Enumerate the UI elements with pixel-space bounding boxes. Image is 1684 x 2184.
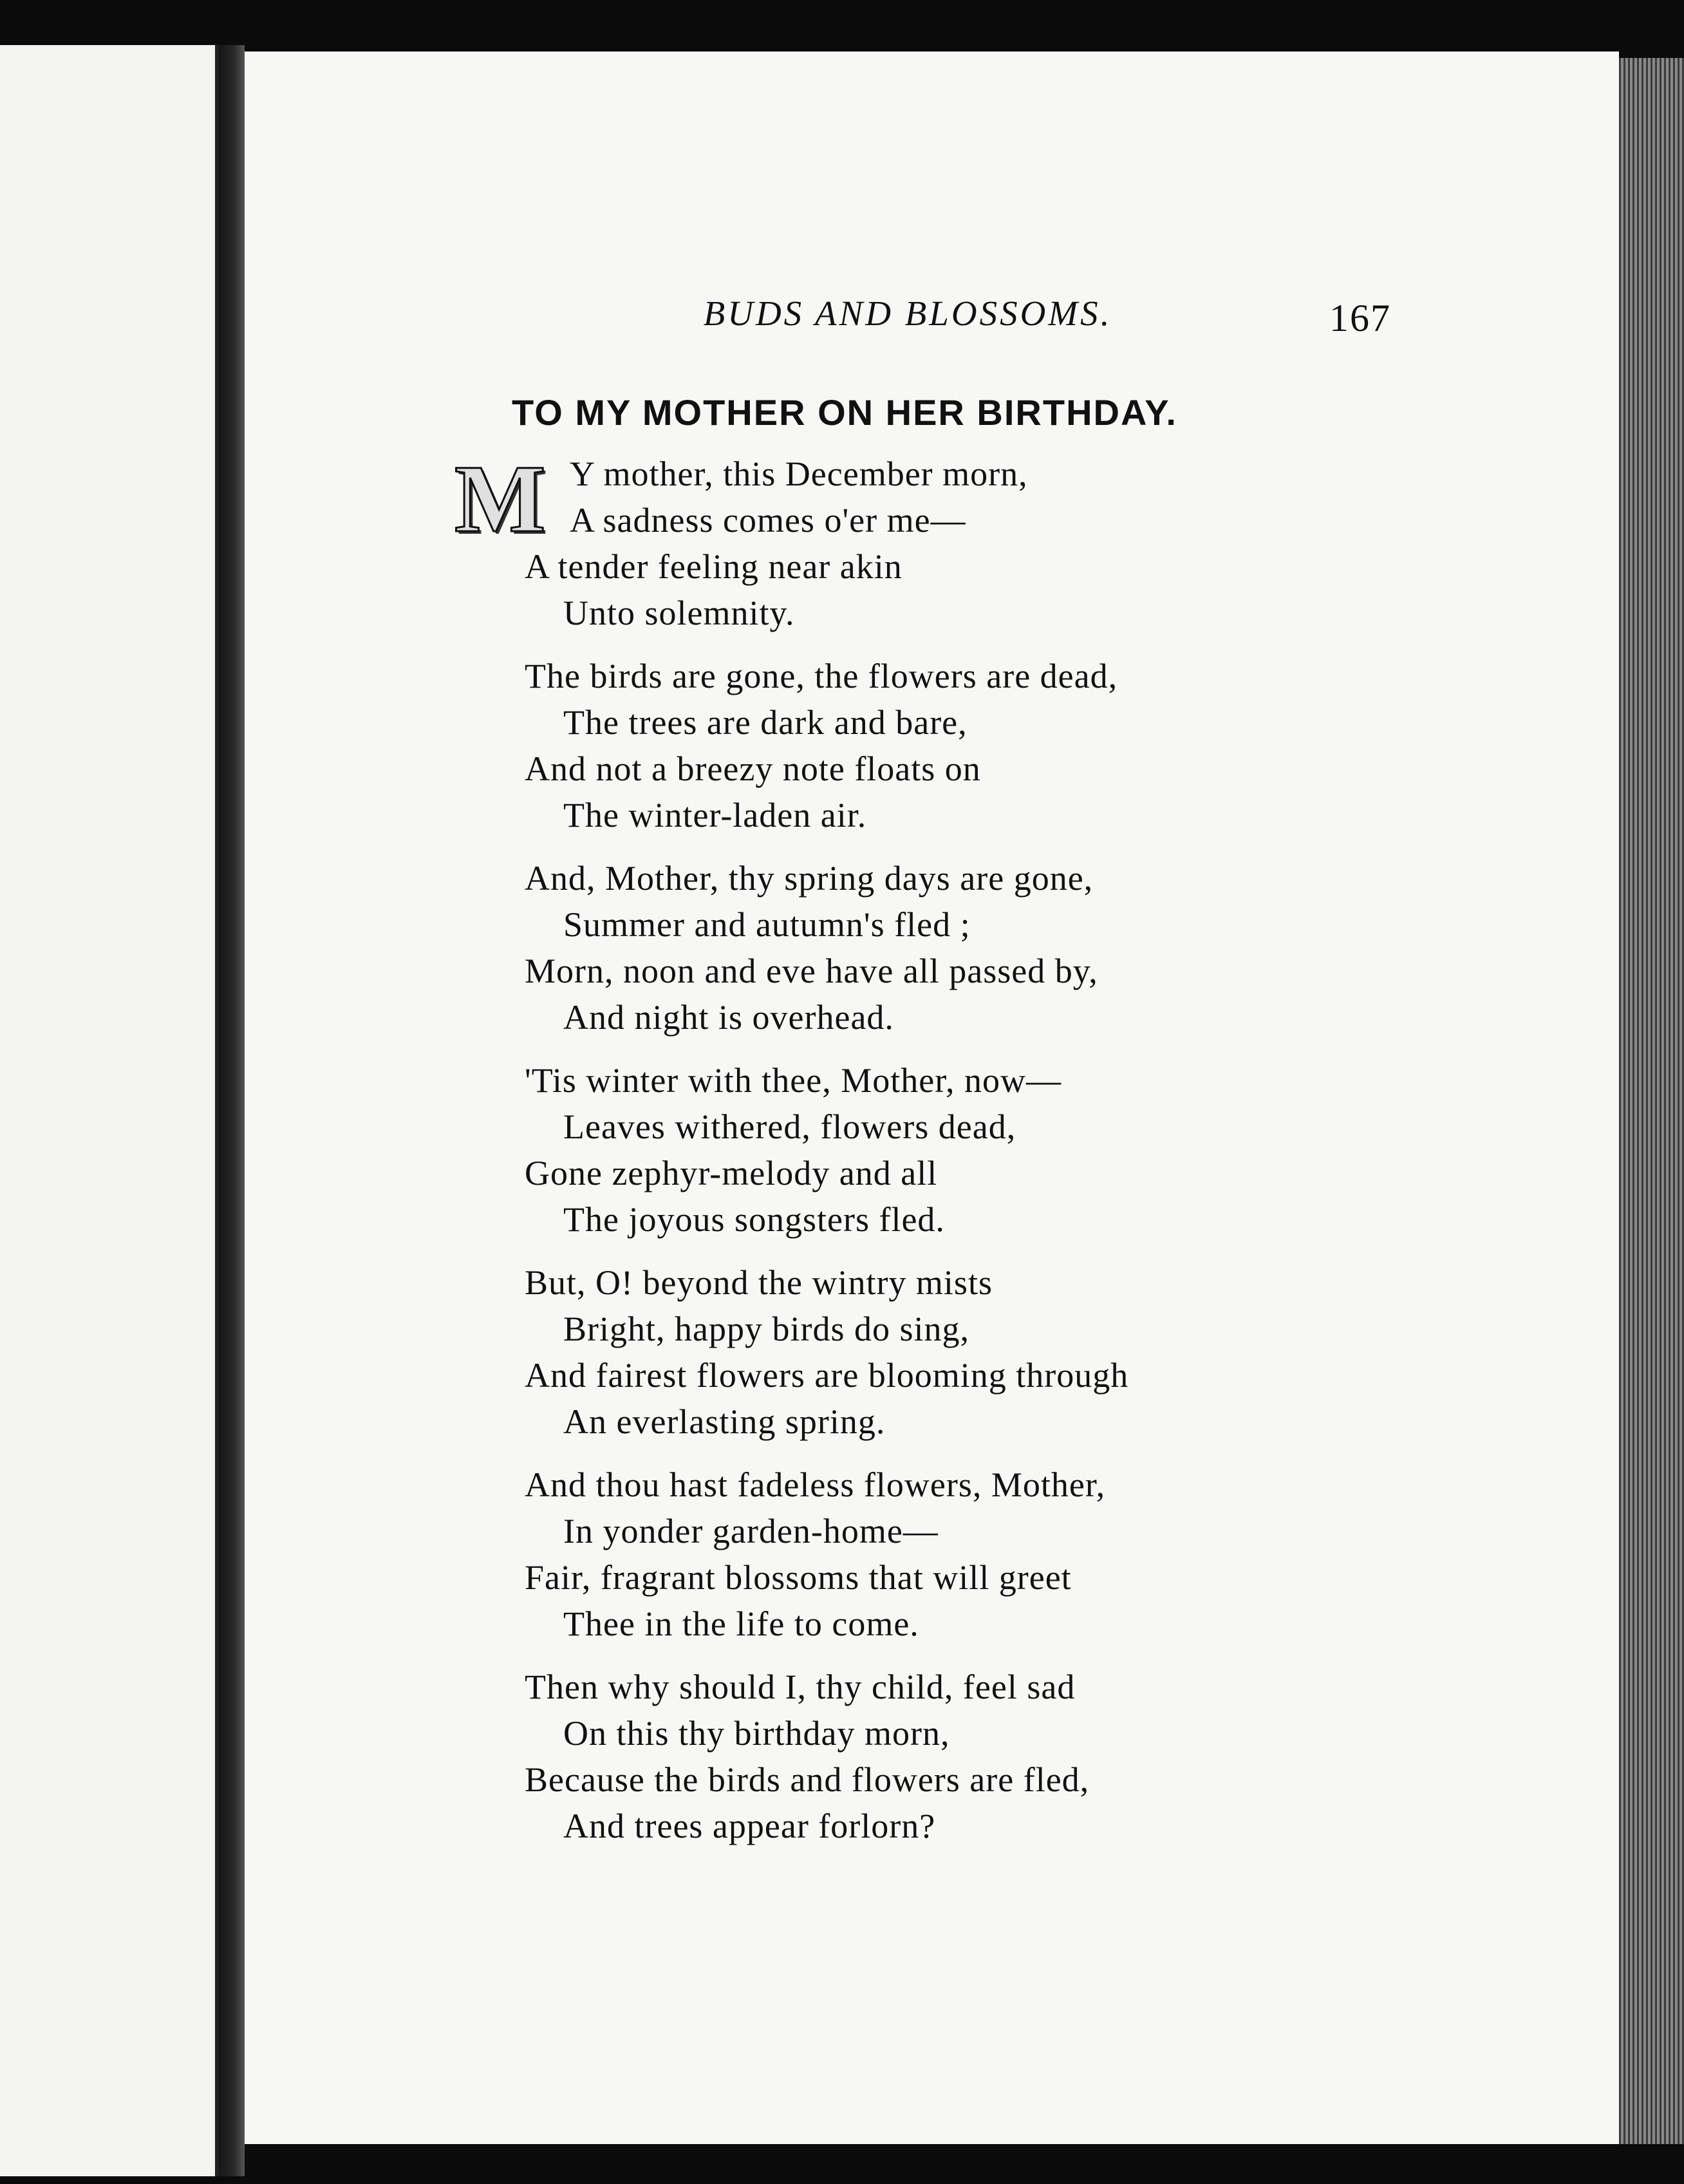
page-stack-edges bbox=[1619, 58, 1684, 2144]
poem-line: Gone zephyr-melody and all bbox=[525, 1154, 938, 1192]
poem-line: The joyous songsters fled. bbox=[563, 1200, 945, 1239]
drop-cap-letter: M bbox=[454, 446, 546, 552]
poem-line: Because the birds and flowers are fled, bbox=[525, 1760, 1090, 1799]
poem-line: Morn, noon and eve have all passed by, bbox=[525, 952, 1098, 990]
poem-body bbox=[525, 451, 1329, 1866]
stanza-3 bbox=[525, 855, 1329, 1040]
poem-line: Leaves withered, flowers dead, bbox=[563, 1107, 1016, 1146]
poem-line: Summer and autumn's fled ; bbox=[563, 905, 971, 944]
stanza-1 bbox=[525, 451, 1329, 636]
stanza-4 bbox=[525, 1057, 1329, 1243]
poem-line: In yonder garden-home— bbox=[563, 1512, 939, 1550]
poem-line: Then why should I, thy child, feel sad bbox=[525, 1668, 1076, 1706]
poem-line: An everlasting spring. bbox=[563, 1402, 886, 1441]
poem-line: 'Tis winter with thee, Mother, now— bbox=[525, 1061, 1062, 1100]
poem-line: And not a breezy note floats on bbox=[525, 749, 981, 788]
poem-line: And night is overhead. bbox=[563, 998, 894, 1037]
poem-line: A sadness comes o'er me— bbox=[570, 501, 966, 540]
poem-line: And fairest flowers are blooming through bbox=[525, 1356, 1129, 1395]
poem-line: Thee in the life to come. bbox=[563, 1605, 919, 1643]
poem-line: And thou hast fadeless flowers, Mother, bbox=[525, 1465, 1106, 1504]
poem-line: Unto solemnity. bbox=[563, 594, 795, 632]
stanza-2 bbox=[525, 653, 1329, 838]
poem-line: The trees are dark and bare, bbox=[563, 703, 968, 742]
poem-title: TO MY MOTHER ON HER BIRTHDAY. bbox=[512, 392, 1177, 433]
book-gutter bbox=[219, 45, 245, 2176]
stanza-6 bbox=[525, 1462, 1329, 1647]
poem-line: A tender feeling near akin bbox=[525, 547, 903, 586]
poem-line: Bright, happy birds do sing, bbox=[563, 1310, 969, 1348]
poem-line: The birds are gone, the flowers are dead, bbox=[525, 657, 1118, 695]
poem-line: On this thy birthday morn, bbox=[563, 1714, 950, 1753]
poem-line: And trees appear forlorn? bbox=[563, 1807, 936, 1845]
stanza-7 bbox=[525, 1664, 1329, 1849]
page-number: 167 bbox=[1329, 297, 1391, 339]
poem-line: Fair, fragrant blossoms that will greet bbox=[525, 1558, 1072, 1597]
poem-line: The winter-laden air. bbox=[563, 796, 867, 834]
running-head: BUDS AND BLOSSOMS. bbox=[703, 294, 1112, 333]
previous-page-edge bbox=[0, 45, 219, 2176]
poem-line: But, O! beyond the wintry mists bbox=[525, 1263, 993, 1302]
stanza-5 bbox=[525, 1259, 1329, 1445]
poem-line: And, Mother, thy spring days are gone, bbox=[525, 859, 1094, 898]
poem-line: Y mother, this December morn, bbox=[570, 455, 1028, 493]
